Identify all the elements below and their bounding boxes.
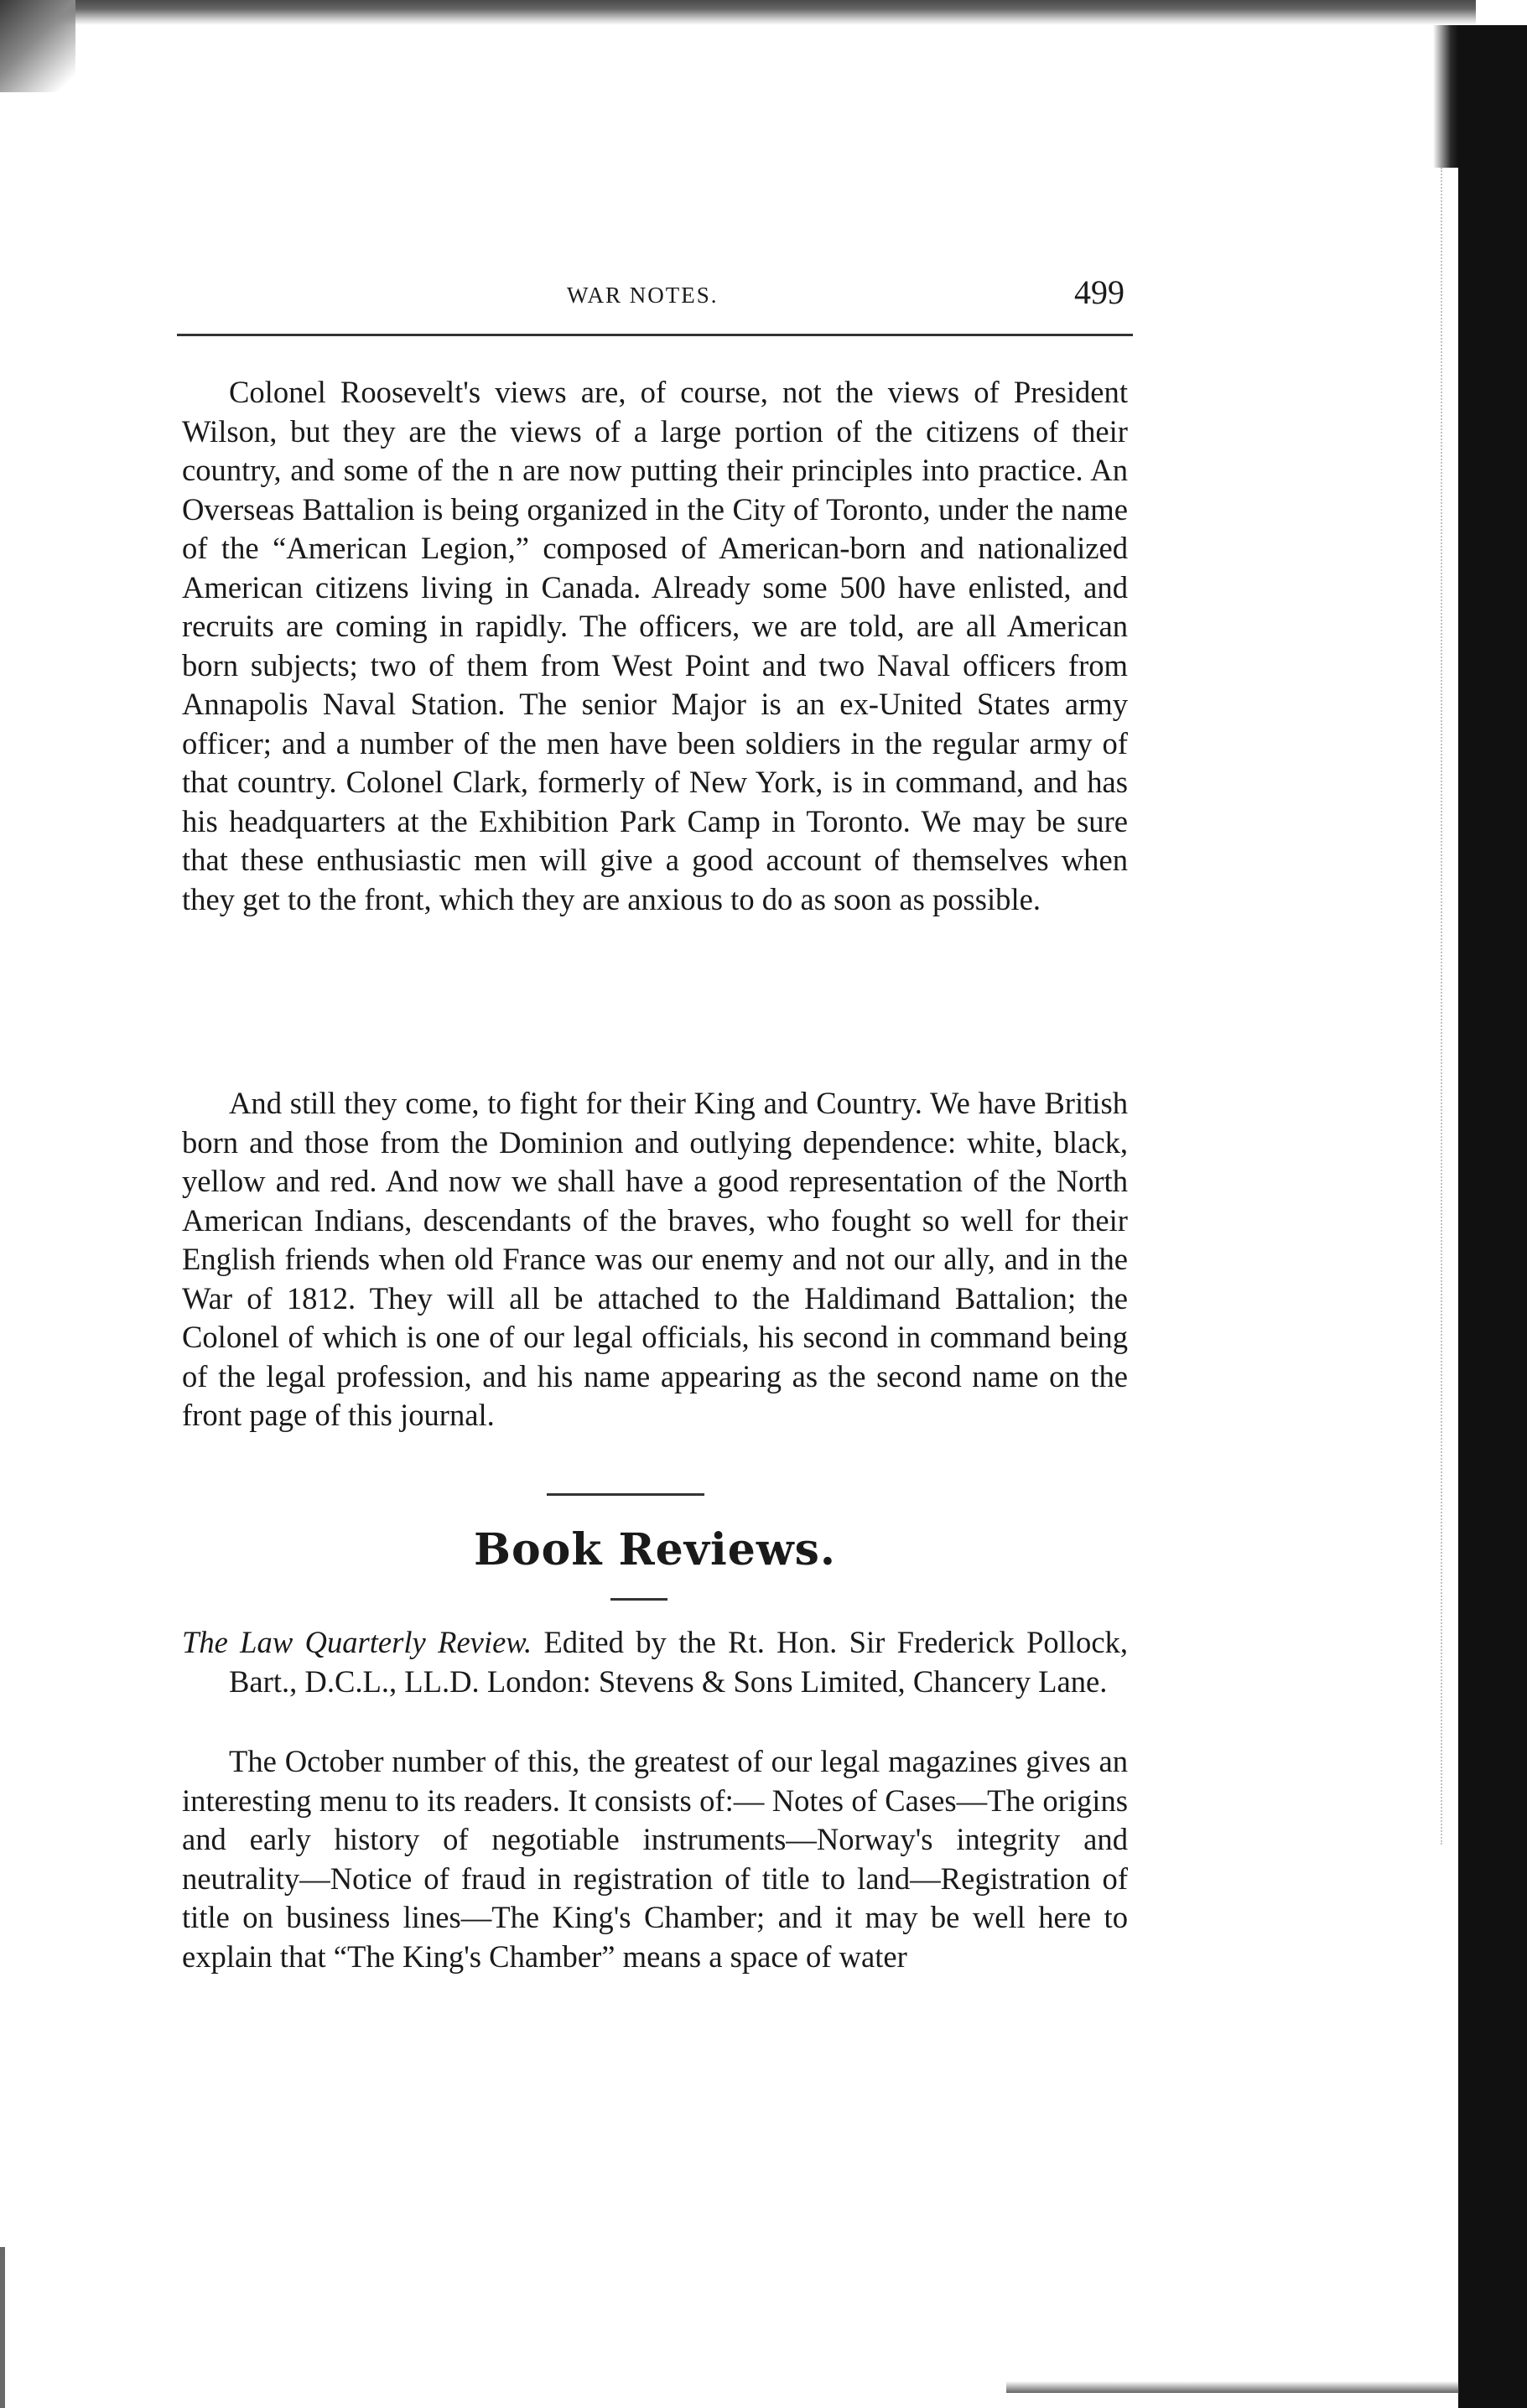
header-rule bbox=[177, 334, 1133, 336]
scan-bottom-left-edge bbox=[0, 2247, 39, 2408]
scan-top-edge bbox=[0, 0, 1476, 25]
running-head bbox=[177, 272, 1133, 323]
section-divider bbox=[547, 1493, 704, 1496]
heading-underline bbox=[610, 1598, 667, 1601]
review-title: The Law Quarterly Review. bbox=[182, 1625, 532, 1659]
scan-bottom-edge bbox=[1006, 2381, 1459, 2393]
scan-right-border bbox=[1458, 25, 1527, 2408]
scan-right-specks bbox=[1441, 168, 1447, 1845]
scan-corner-shadow bbox=[0, 0, 75, 92]
scan-right-shadow bbox=[1433, 25, 1458, 168]
running-title: WAR NOTES. bbox=[567, 283, 719, 308]
paragraph-review-body: The October number of this, the greatest of our legal magazines gives an interesting menu to its readers. It consists of:— Notes of Cases—The origins and early history of negotiable instruments—Norway's integrity and neutrality—Notice of fraud in registration of title to land—Registration of title on business lines—The King's Chamber; and it may be well here to explain that “The King's Chamber” means a space of water bbox=[182, 1744, 1128, 1974]
section-heading-book-reviews: Book Reviews. bbox=[474, 1524, 836, 1575]
paragraph-american-legion: Colonel Roosevelt's views are, of course, not the views of President Wilson, but they are the views of a large portion of the citizens of their country, and some of the n are now putting their principles into practice. An Overseas Battalion is being organized in the City of Toronto, under the name of the “American Legion,” composed of American-born and nationalized American citizens living in Canada. Already some 500 have enlisted, and recruits are coming in rapidly. The officers, we are told, are all American born subjects; two of them from West Point and two Naval officers from Annapolis Naval Station. The senior Major is an ex-United States army officer; and a number of the men have been soldiers in the regular army of that country. Colonel Clark, formerly of New York, is in command, and has his headquarters at the Exhibition Park Camp in Toronto. We may be sure that these enthusiastic men will give a good account of themselves when they get to the front, which they are anxious to do as soon as possible. bbox=[182, 375, 1128, 916]
paragraph-haldimand-battalion: And still they come, to fight for their King and Country. We have British born and those from the Dominion and outlying dependence: white, black, yellow and red. And now we shall have a good representation of the North American Indians, descendants of the braves, who fought so well for their English friends when old France was our enemy and not our ally, and in the War of 1812. They will all be attached to the Haldimand Battalion; the Colonel of which is one of our legal officials, his second in command being of the legal profession, and his name appearing as the second name on the front page of this journal. bbox=[182, 1086, 1128, 1432]
review-citation bbox=[182, 1623, 1128, 1701]
page-number: 499 bbox=[1074, 273, 1124, 311]
review-citation-details: Edited by the Rt. Hon. Sir Frederick Pollock, Bart., D.C.L., LL.D. London: Stevens & Sons Limited, Chancery Lane. bbox=[229, 1625, 1128, 1699]
